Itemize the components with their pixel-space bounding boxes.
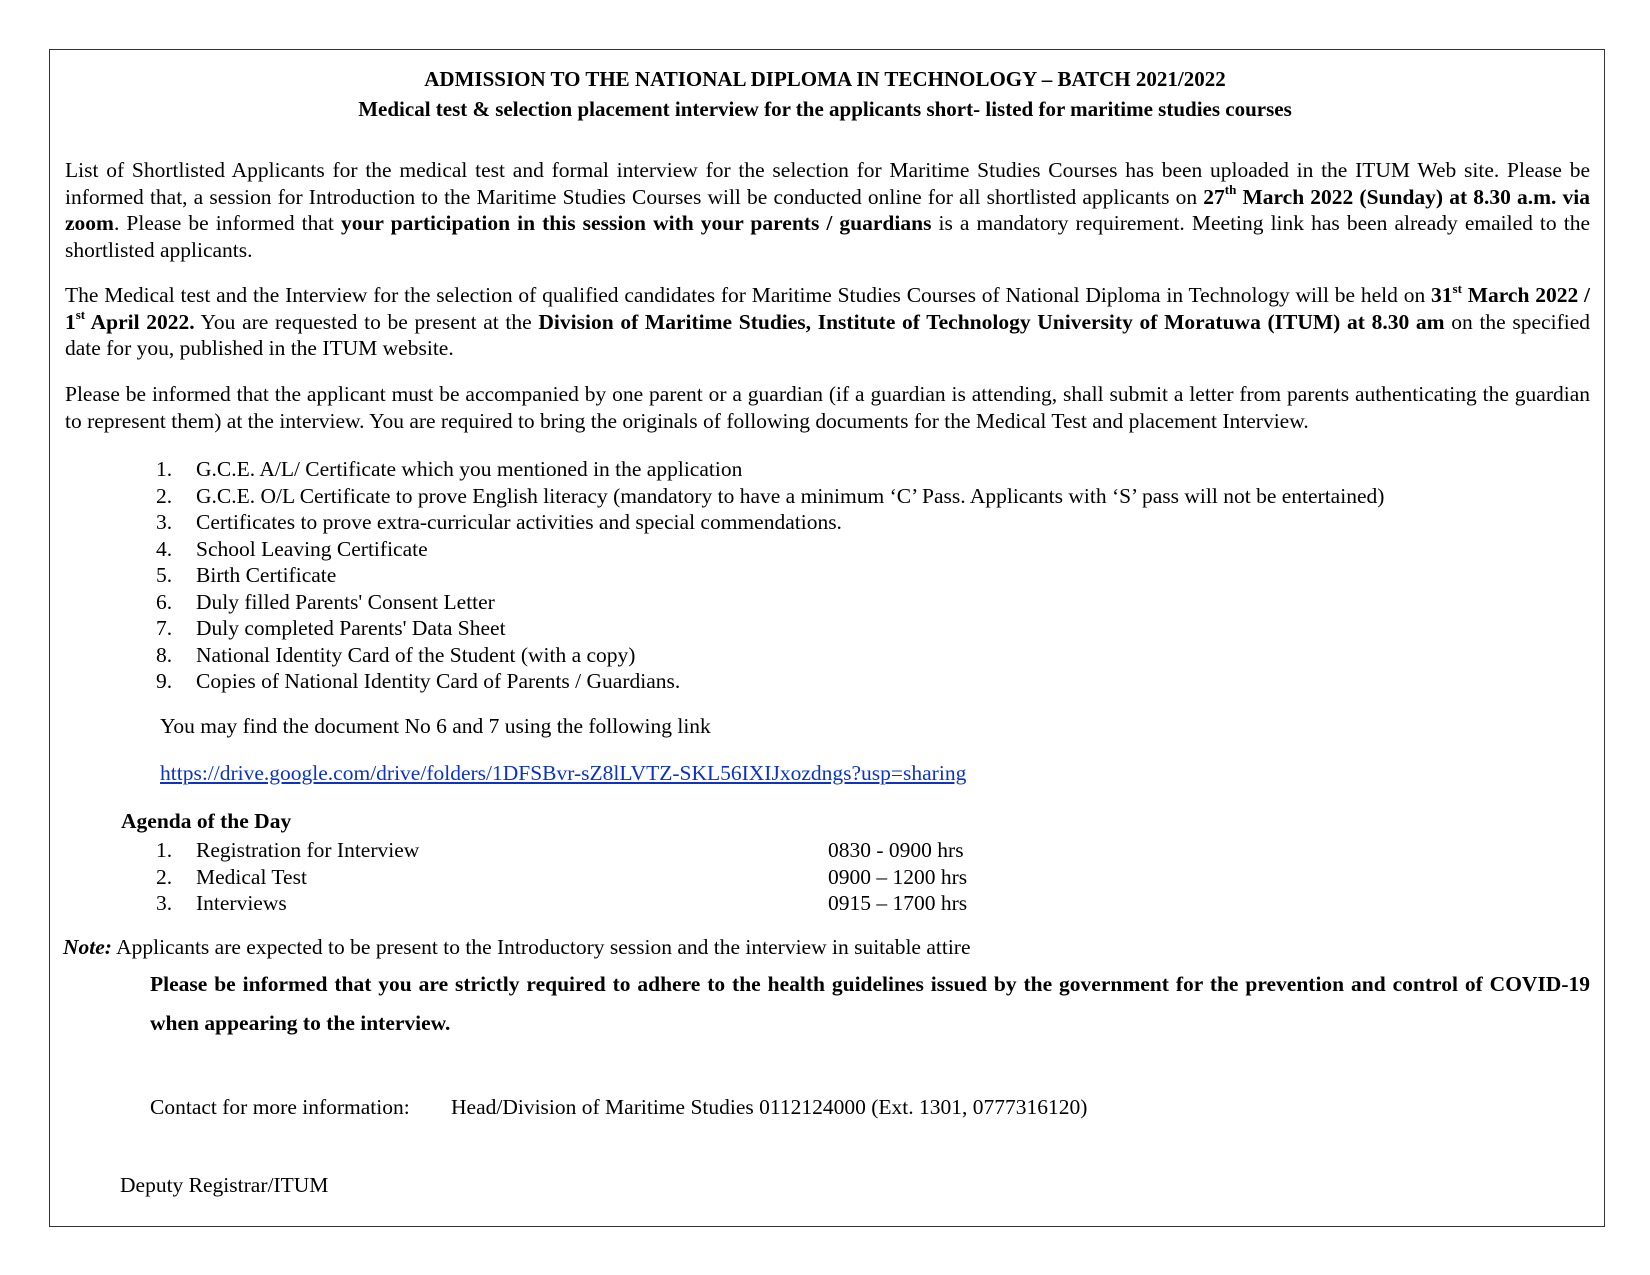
paragraph-introduction-session: List of Shortlisted Applicants for the medical test and formal interview for the selection for Maritime Studies Courses has been uploaded in the ITUM Web site. Please be informed that, a session for Introduction to the Maritime Studies Courses will be conducted online for all shortlisted applicants on 27th March 2022 (Sunday) at 8.30 a.m. via zoom. Please be informed that your participation in this session with your parents / guardians is a mandatory requirement. Meeting link has been already emailed to the shortlisted applicants. [65, 158, 1591, 262]
agenda-item: 1. Registration for Interview [156, 838, 420, 862]
contact-value: Head/Division of Maritime Studies 0112124000 (Ext. 1301, 0777316120) [451, 1095, 1088, 1119]
paragraph-guardian-requirements: Please be informed that the applicant must be accompanied by one parent or a guardian (if a guardian is attending, shall submit a letter from parents authenticating the guardian to represent them) at the interview. You are required to bring the originals of following documents for the Medical Test and placement Interview. [65, 382, 1590, 433]
list-item: 3. Certificates to prove extra-curricular activities and special commendations. [156, 510, 842, 534]
document-title: ADMISSION TO THE NATIONAL DIPLOMA IN TECHNOLOGY – BATCH 2021/2022 [424, 67, 1226, 91]
list-item: 5. Birth Certificate [156, 563, 337, 587]
covid-notice: Please be informed that you are strictly required to adhere to the health guidelines issued by the government for the prevention and control of COVID-19 when appearing to the interview. [150, 972, 1590, 1035]
drive-link[interactable]: https://drive.google.com/drive/folders/1DFSBvr-sZ8lLVTZ-SKL56IXIJxozdngs?usp=sharing [160, 761, 967, 785]
list-item: 4. School Leaving Certificate [156, 536, 428, 561]
signature: Deputy Registrar/ITUM [120, 1173, 329, 1197]
agenda-time: 0830 - 0900 hrs [828, 838, 964, 862]
agenda-heading: Agenda of the Day [121, 809, 292, 833]
document-subtitle: Medical test & selection placement interview for the applicants short- listed for maritime studies courses [358, 97, 1292, 121]
list-item: 1. G.C.E. A/L/ Certificate which you mentioned in the application [156, 457, 743, 481]
agenda-item: 3. Interviews [156, 891, 287, 915]
agenda-time: 0900 – 1200 hrs [828, 865, 968, 889]
documents-list [156, 456, 1384, 695]
contact-label: Contact for more information: [150, 1095, 410, 1119]
agenda-time: 0915 – 1700 hrs [828, 891, 968, 915]
list-item: 2. G.C.E. O/L Certificate to prove English literacy (mandatory to have a minimum ‘C’ Pass. Applicants with ‘S’ pass will not be entertained) [156, 483, 1385, 508]
note-line: Note: Applicants are expected to be present to the Introductory session and the interview in suitable attire [63, 935, 971, 959]
list-item: 9. Copies of National Identity Card of Parents / Guardians. [156, 669, 681, 693]
list-item: 8. National Identity Card of the Student (with a copy) [156, 642, 636, 667]
agenda-item: 2. Medical Test [156, 865, 307, 889]
list-item: 6. Duly filled Parents' Consent Letter [156, 589, 495, 614]
find-documents-text: You may find the document No 6 and 7 using the following link [160, 714, 711, 738]
paragraph-medical-interview: The Medical test and the Interview for the selection of qualified candidates for Maritime Studies Courses of National Diploma in Technology will be held on 31st March 2022 / 1st April 2022. You are requested to be present at the Division of Maritime Studies, Institute of Technology University of Moratuwa (ITUM) at 8.30 am on the specified date for you, published in the ITUM website. [65, 280, 1591, 360]
list-item: 7. Duly completed Parents' Data Sheet [156, 616, 506, 640]
